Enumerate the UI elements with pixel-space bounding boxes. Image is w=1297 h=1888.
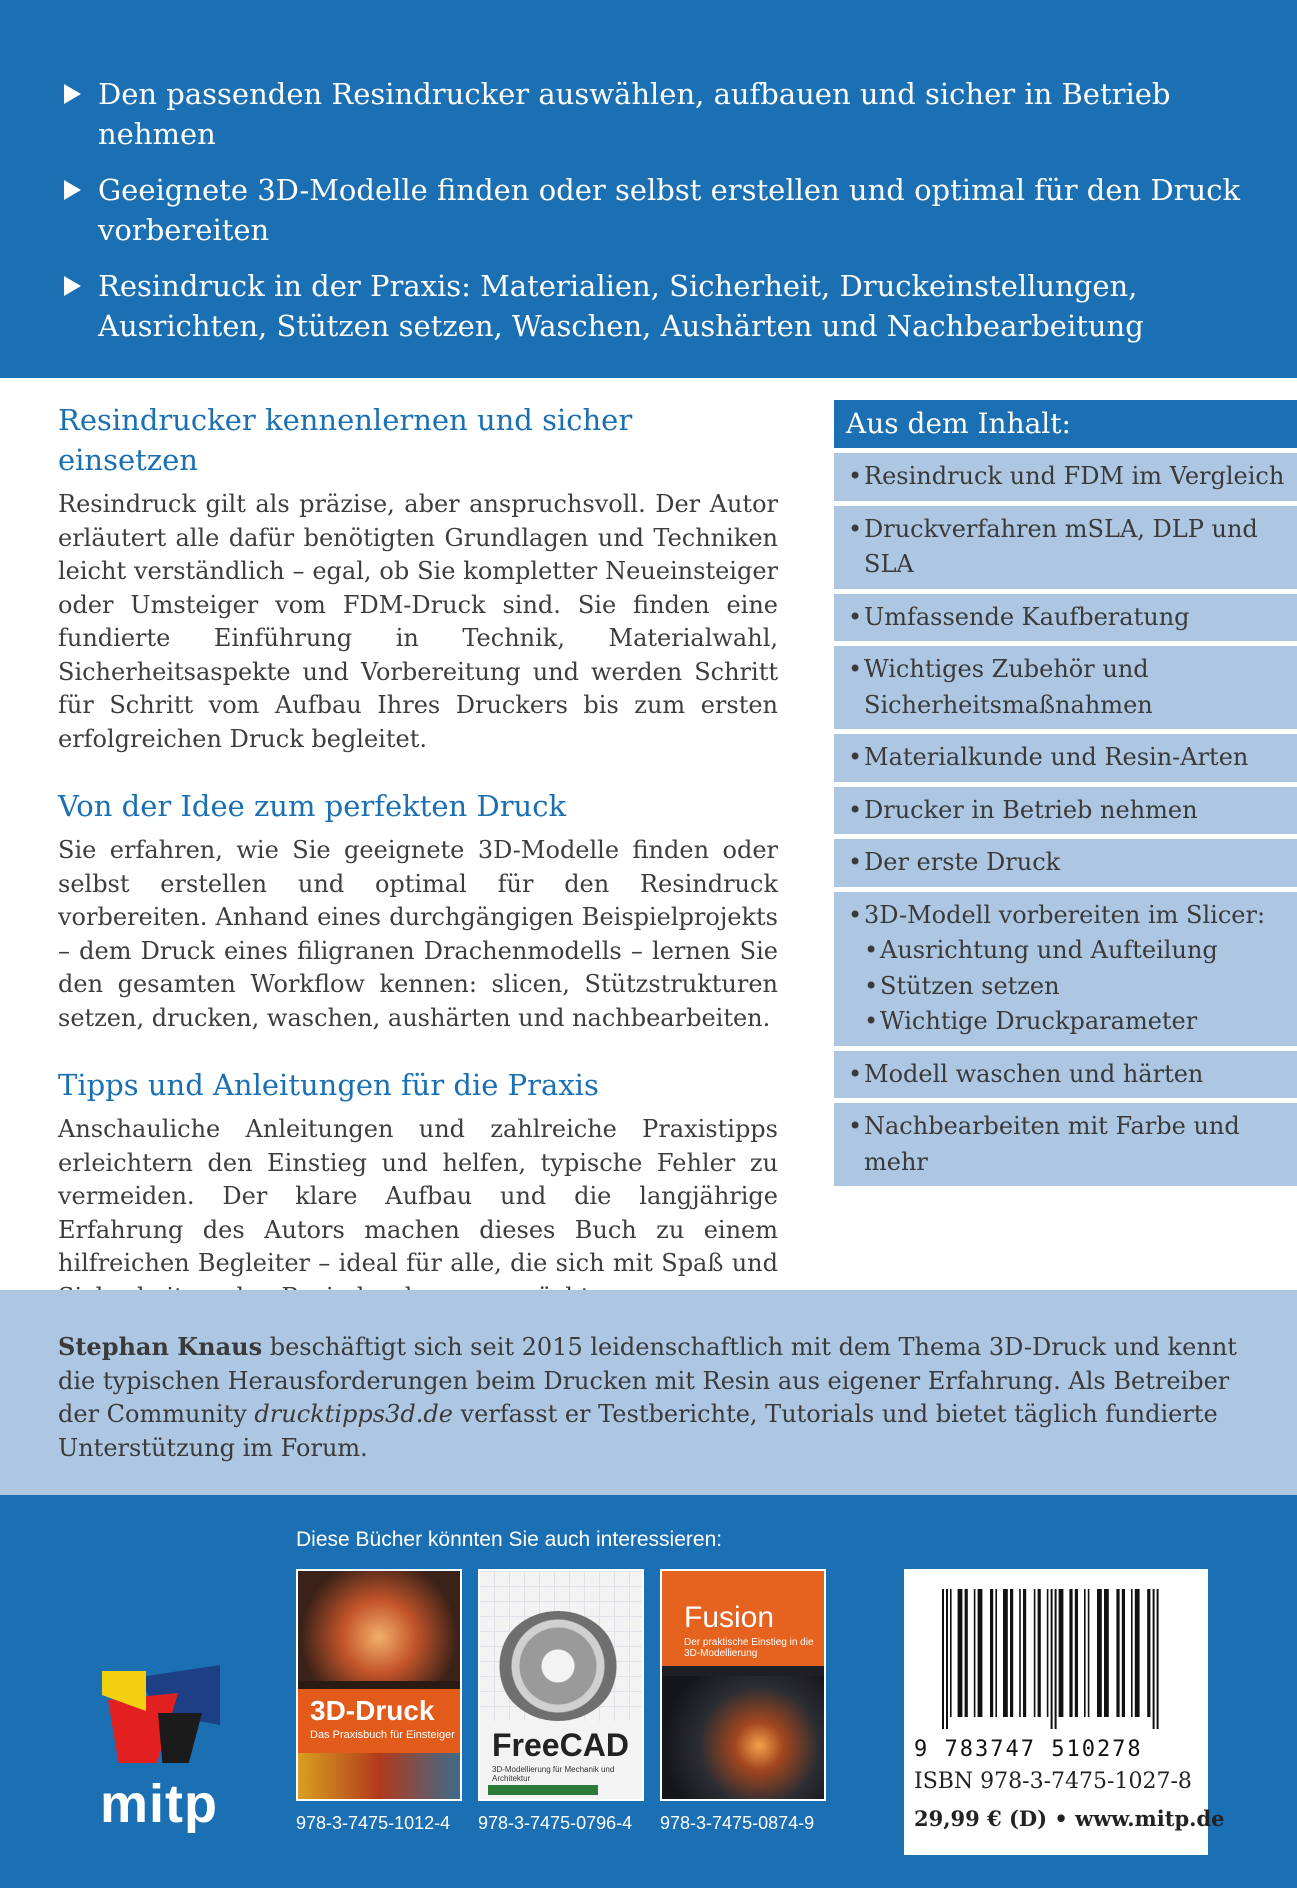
book-cover-image (298, 1571, 460, 1681)
barcode-bar (1157, 1589, 1159, 1729)
contents-item-text: • Nachbearbeiten mit Farbe und mehr (848, 1109, 1289, 1180)
highlight-text: Geeignete 3D-Modelle finden oder selbst erstellen und optimal für den Druck vorbereiten (98, 173, 1241, 247)
barcode-bar (1104, 1589, 1109, 1717)
contents-item-text: • Der erste Druck (848, 845, 1289, 881)
barcode-bar (1075, 1589, 1078, 1717)
barcode-bar (978, 1589, 983, 1717)
top-highlights-band (0, 0, 1297, 378)
barcode-bar (1153, 1589, 1155, 1729)
barcode-bar (958, 1589, 963, 1717)
book-title: 3D-Druck (310, 1695, 435, 1726)
barcode-bar (1047, 1589, 1049, 1717)
contents-subitem: • Wichtige Druckparameter (848, 1004, 1289, 1040)
book-isbn: 978-3-7475-0874-9 (660, 1813, 815, 1833)
triangle-bullet-icon (64, 180, 81, 200)
barcode-bar (1097, 1589, 1102, 1717)
barcode-bar (942, 1589, 944, 1729)
description-column (58, 400, 778, 1314)
contents-item (834, 506, 1297, 589)
book-title: FreeCAD (492, 1727, 629, 1763)
author-bio-text: beschäftigt sich seit 2015 leidenschaftlich mit dem Thema 3D-Druck und kennt die typischen Herausforderungen beim Drucken mit Resin aus eigener Erfahrung. Als Betreiber der Community (58, 1333, 1237, 1428)
barcode-bar (1019, 1589, 1021, 1717)
barcode-bar (1034, 1589, 1036, 1717)
barcode-bar (1135, 1589, 1140, 1717)
section-heading: Resindrucker kennenlernen und sicher einsetzen (58, 403, 633, 477)
contents-item (834, 1051, 1297, 1099)
highlight-text: Resindruck in der Praxis: Materialien, Sicherheit, Druckeinstellungen, Ausrichten, Stützen setzen, Waschen, Aushärten und Nachbearbeitung (98, 269, 1144, 343)
recommendations-label: Diese Bücher könnten Sie auch interessieren: (296, 1528, 723, 1551)
publisher-logo-icon (100, 1665, 220, 1765)
triangle-bullet-icon (64, 276, 81, 296)
author-bio (58, 1330, 1238, 1465)
book-cover-band (662, 1571, 824, 1666)
barcode-bar (1059, 1589, 1064, 1717)
contents-item (834, 734, 1297, 782)
barcode-bar (1084, 1589, 1086, 1717)
contents-item (834, 646, 1297, 729)
book-isbn: 978-3-7475-0796-4 (478, 1813, 633, 1833)
contents-item (834, 787, 1297, 835)
contents-item-text: • Wichtiges Zubehör und Sicherheitsmaßnahmen (848, 652, 1289, 723)
barcode-bar (974, 1589, 976, 1717)
highlight-text: Den passenden Resindrucker auswählen, aufbauen und sicher in Betrieb nehmen (98, 77, 1171, 151)
bottom-band (0, 1495, 1297, 1888)
book-title: Fusion (684, 1601, 775, 1634)
contents-item-text: • Modell waschen und härten (848, 1057, 1289, 1093)
contents-item (834, 839, 1297, 887)
barcode-bar (1023, 1589, 1026, 1717)
contents-item-text: • Drucker in Betrieb nehmen (848, 793, 1289, 829)
gear-icon (498, 1611, 618, 1721)
section-text: Resindruck gilt als präzise, aber anspruchsvoll. Der Autor erläutert alle dafür benötigten Grundlagen und Techniken leicht verständlich – egal, ob Sie kompletter Neueinsteiger oder Umsteiger vom FDM-Druck sind. Sie finden eine fundierte Einführung in Technik, Materialwahl, Sicherheitsaspekte und Vorbereitung und werden Schritt für Schritt vom Aufbau Ihres Druckers bis zum ersten erfolgreichen Druck begleitet. (58, 490, 778, 753)
barcode-box (904, 1569, 1225, 1855)
highlight-item (62, 74, 1242, 154)
barcode-bar (1131, 1589, 1133, 1717)
barcode-bar (946, 1589, 948, 1729)
book-isbn: 978-3-7475-1012-4 (296, 1813, 451, 1833)
publisher-name: mitp (100, 1774, 218, 1834)
contents-subitem: • Ausrichtung und Aufteilung (848, 933, 1289, 969)
barcode-bar (995, 1589, 997, 1717)
contents-item (834, 1103, 1297, 1186)
price-and-website: 29,99 € (D) • www.mitp.de (914, 1806, 1225, 1831)
book-cover-image (298, 1753, 460, 1801)
barcode-number: 9 783747 510278 (914, 1737, 1143, 1762)
logo-shape (158, 1713, 202, 1763)
barcode-bar (1010, 1589, 1013, 1717)
book-subtitle: Das Praxisbuch für Einsteiger (310, 1729, 455, 1741)
barcode-bar (1147, 1589, 1150, 1717)
section-text: Anschauliche Anleitungen und zahlreiche Praxistipps erleichtern den Einstieg und helfen, typische Fehler zu vermeiden. Der klare Aufbau und die langjährige Erfahrung des Autors machen dieses Buch zu einem hilfreichen Begleiter – ideal für alle, die sich mit Spaß und (58, 1115, 778, 1277)
barcode-icon (940, 1589, 1190, 1729)
section-heading: Von der Idee zum perfekten Druck (58, 789, 567, 823)
highlight-list (62, 74, 1242, 362)
barcode-bar (1038, 1589, 1041, 1717)
barcode-bar (1003, 1589, 1008, 1717)
highlight-item (62, 170, 1242, 250)
sidebar-title: Aus dem Inhalt: (834, 400, 1297, 448)
barcode-bar (1069, 1589, 1072, 1717)
barcode-bar (1051, 1589, 1053, 1729)
contents-item (834, 594, 1297, 642)
contents-item-text: • Resindruck und FDM im Vergleich (848, 459, 1289, 495)
book-cover-strip (488, 1785, 598, 1795)
book-cover-image (662, 1676, 824, 1801)
contents-item-text: • Materialkunde und Resin-Arten (848, 740, 1289, 776)
barcode-bar (1122, 1589, 1125, 1717)
isbn-label: ISBN 978-3-7475-1027-8 (914, 1769, 1192, 1794)
book-cover (296, 1569, 462, 1801)
barcode-bar (965, 1589, 968, 1717)
barcode-bar (1088, 1589, 1090, 1717)
contents-subitem: • Stützen setzen (848, 969, 1289, 1005)
barcode-bar (950, 1589, 952, 1717)
book-cover (660, 1569, 826, 1801)
book-subtitle: 3D-Modellierung für Mechanik und Architektur (492, 1765, 615, 1783)
book-subtitle: Der praktische Einstieg in die 3D-Modellierung (684, 1637, 814, 1659)
highlight-item (62, 266, 1242, 346)
contents-item (834, 892, 1297, 1046)
contents-item-text: • Umfassende Kaufberatung (848, 600, 1289, 636)
book-cover (478, 1569, 644, 1801)
author-band (0, 1290, 1297, 1495)
barcode-bar (990, 1589, 993, 1717)
section-text: Sie erfahren, wie Sie geeignete 3D-Modelle finden oder selbst erstellen und optimal für den Resindruck vorbereiten. Anhand eines durchgängigen Beispielprojekts – dem Druck eines filigranen Drachenmodells – lernen Sie den gesamten Workflow kennen: slicen, Stützstrukturen setzen, drucken, waschen, aushärten und nachbearbeiten. (58, 836, 778, 1032)
barcode-bar (1055, 1589, 1057, 1729)
contents-sidebar (834, 400, 1297, 1186)
contents-item (834, 453, 1297, 501)
triangle-bullet-icon (64, 84, 81, 104)
book-cover-band (298, 1689, 460, 1753)
contents-item-text: • Druckverfahren mSLA, DLP und SLA (848, 512, 1289, 583)
contents-item-text: • 3D-Modell vorbereiten im Slicer: (848, 898, 1289, 934)
author-bio-text: verfasst er Testberichte, Tutorials und bietet täglich fundierte Unterstützung im Forum. (58, 1400, 1218, 1462)
barcode-bar (1116, 1589, 1119, 1717)
section-heading: Tipps und Anleitungen für die Praxis (58, 1068, 599, 1102)
author-name: Stephan Knaus (58, 1332, 263, 1361)
author-website: drucktipps3d.de (254, 1400, 453, 1428)
